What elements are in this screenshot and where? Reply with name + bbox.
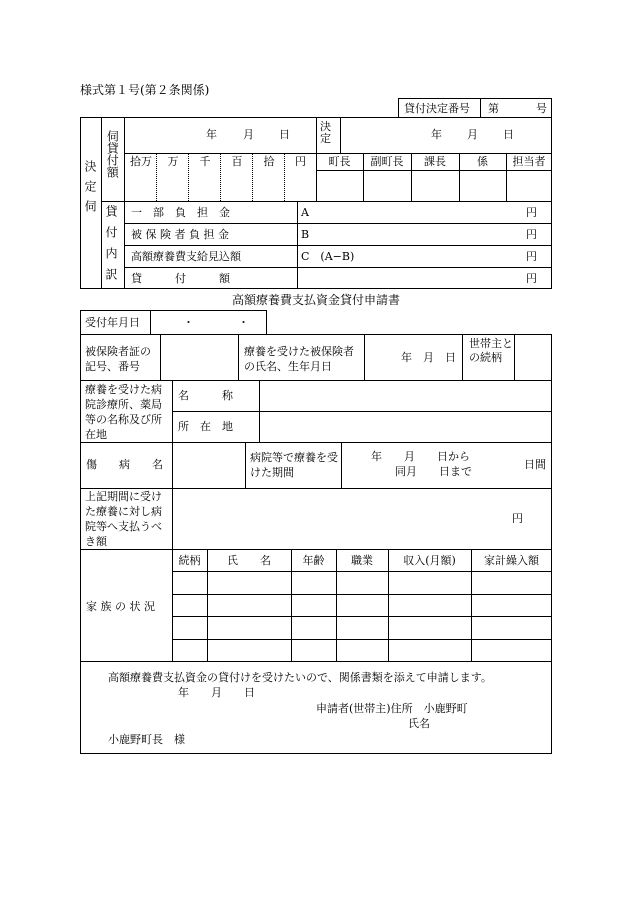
decision-side-label: 決定伺 — [83, 160, 97, 220]
breakdown-row-code: C (A−B) — [301, 250, 355, 263]
breakdown-row-unit: 円 — [526, 206, 537, 219]
breakdown-row-code: A — [301, 206, 309, 219]
head-relation-label: 世帯主との続柄 — [469, 337, 513, 365]
illness-label: 傷 病 名 — [86, 458, 163, 471]
decision-number-suffix: 号 — [536, 102, 547, 115]
period-to: 同月 日まで — [395, 465, 472, 478]
breakdown-row-label: 貸 付 額 — [131, 272, 230, 285]
family-header: 家計繰入額 — [484, 554, 539, 567]
breakdown-label: 貸付内訳 — [104, 205, 118, 289]
patient-label: 療養を受けた被保険者の氏名、生年月日 — [244, 345, 354, 373]
approver-label: 係 — [477, 155, 488, 168]
decided-year: 年 — [431, 128, 442, 141]
breakdown-row-label: 高額療養費支給見込額 — [131, 250, 241, 263]
decided-label: 決定 — [320, 120, 331, 146]
patient-birth-date: 年 月 日 — [401, 351, 456, 364]
digit-label: 万 — [167, 155, 179, 168]
approver-label: 副町長 — [370, 155, 404, 168]
period-label: 病院等で療養を受けた期間 — [250, 451, 338, 479]
breakdown-row-code: B — [301, 228, 310, 241]
digit-label: 円 — [295, 155, 306, 168]
applicant-name: 氏名 — [408, 717, 430, 730]
decided-day: 日 — [503, 128, 514, 141]
application-title: 高額療養費支払資金貸付申請書 — [231, 293, 400, 307]
declaration-date: 年 月 日 — [178, 686, 255, 699]
declaration-text: 高額療養費支払資金の貸付けを受けたいので、関係書類を添えて申請します。 — [108, 671, 492, 684]
digit-label: 拾 — [263, 155, 275, 168]
loan-amount-label: 伺貸付額 — [105, 130, 120, 178]
decision-number-label: 貸付決定番号 — [404, 102, 470, 115]
approver-label: 町長 — [328, 155, 351, 168]
received-date-label: 受付年月日 — [85, 316, 140, 329]
digit-label: 百 — [231, 155, 243, 168]
family-header: 氏 名 — [227, 554, 271, 567]
breakdown-row-unit: 円 — [526, 228, 537, 241]
breakdown-row-label: 一 部 負 担 金 — [131, 206, 230, 219]
hospital-name-label: 名 称 — [178, 389, 233, 402]
addressee: 小鹿野町長 様 — [108, 733, 185, 746]
approver-label: 課長 — [424, 155, 446, 168]
family-header: 年齢 — [302, 554, 325, 567]
hospital-label: 療養を受けた病院診療所、薬局等の名称及び所在地 — [85, 383, 162, 441]
applied-day: 日 — [279, 128, 290, 141]
decision-number-prefix: 第 — [488, 102, 499, 115]
applied-month: 月 — [243, 128, 254, 141]
family-label: 家 族 の 状 況 — [86, 600, 155, 613]
form-number: 様式第１号(第２条関係) — [80, 83, 210, 97]
payment-label: 上記期間に受けた療養に対し病院等へ支払うべき額 — [85, 490, 162, 548]
period-from: 年 月 日から — [371, 450, 470, 463]
insurance-id-label: 被保険者証の記号、番号 — [85, 345, 151, 373]
digit-label: 拾万 — [130, 155, 152, 168]
breakdown-row-unit: 円 — [526, 272, 537, 285]
decided-month: 月 — [467, 128, 478, 141]
days-label: 日間 — [524, 458, 546, 471]
approver-label: 担当者 — [512, 155, 546, 168]
breakdown-row-unit: 円 — [526, 250, 537, 263]
family-header: 収入(月額) — [403, 554, 456, 567]
applied-year: 年 — [206, 128, 217, 141]
payment-unit: 円 — [512, 512, 523, 525]
digit-label: 千 — [199, 155, 211, 168]
family-header: 続柄 — [178, 554, 201, 567]
family-header: 職業 — [351, 554, 373, 567]
applicant-address: 申請者(世帯主)住所 小鹿野町 — [316, 702, 468, 715]
received-date-dots: ・ ・ — [183, 316, 249, 329]
hospital-location-label: 所 在 地 — [178, 420, 233, 433]
breakdown-row-label: 被 保 険 者 負 担 金 — [131, 228, 229, 241]
